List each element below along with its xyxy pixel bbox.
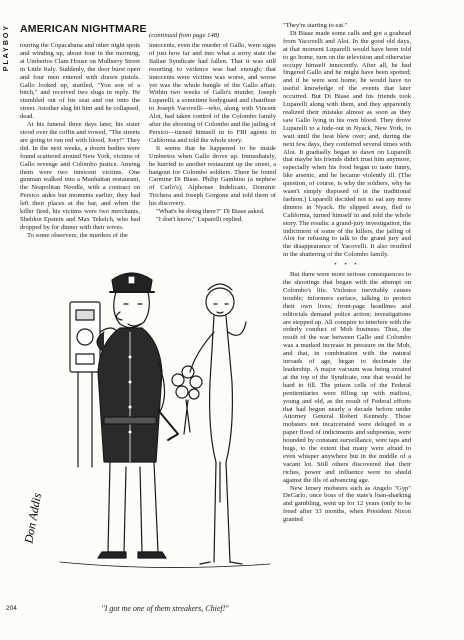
paragraph: At his funeral three days later, his sister stood over the coffin and vowed, "The streets are going to run red with blood, Joey!" They did. In the next weeks, a dozen bodies were found scattered around New York, victims of Gallo revenge and Colombo justice. Among them were two innocent victims. One gunman walked into a Manhattan restaurant, the Neapolitan Noodle, with a contract on Persico aides but moments earlier, they had left their places at the bar, and when the killer fired, his victims were two merchants, Sheldon Epstein and Max Tekelch, who had dropped by for dinner with their wives. [20, 121, 140, 231]
section-separator: • • • [334, 261, 360, 269]
text-column-2 [149, 42, 276, 257]
paragraph: "I don't know," Luparelli replied. [156, 215, 244, 223]
paragraph: New Jersey mobsters such as Angelo "Gyp" DeCarlo, once boss of the state's loan-sharking and gambling, went up for 12 years (only to be freed after 33 months, when President Nixon granted [283, 484, 411, 524]
paragraph: It seems that he happened to be inside Umbertos when Gallo drove up. Immediately, he hurried to another restaurant up the street, a hangout for Colombo soldiers. There he found Carmine Di Biase. Philip Gambino (a nephew of Carlo's), Alphonse Indelicato, Dominic Trichera and Joseph Gorgone and told them of his discovery. [149, 144, 276, 208]
paragraph: Di Biase made some calls and got a goahead from Yacovelli and Aloi. In the good old days, at that moment Luparelli would have been told to go home, turn on the television and otherwise occupy himself innocently. After all, he had fingered Gallo and he might have been spotted; and if he were sent home, he would have no useful knowledge of the events that later occurred. But Di Biase and his friends took Luparelli along with them, and they apparently realized their mistake almost as soon as they saw Gallo lying in his own blood. They drove Luparelli to a hide-out in Nyack, New York, to wait until the heat blew over; and, during the next few days, they conferred several times with Aloi. It gradually began to dawn on Luparelli that maybe his friends didn't trust him anymore, especially when his food began to taste funny, like arsenic, and he became violently ill. (The question, of course, is why the soldiers, why he wasn't simply disposed of in the traditional fashion.) Luparelli decided not to eat any more dinners in Nyack. He slipped away, fled to California, turned himself in and told the whole story. The results: a grand-jury investigation, the indictment of some of the killers, the jailing of Aloi for refusing to talk to the grand jury and the disappearance of Yacovelli. It also resulted in the shattering of the Colombo family. [283, 29, 411, 259]
cartoon-caption: "I got me one of them streakers, Chief!" [101, 604, 229, 613]
article-title: AMERICAN NIGHTMARE [20, 23, 147, 35]
page-number: 204 [6, 605, 17, 612]
cartoon-illustration [20, 262, 282, 597]
text-column-3 [283, 22, 411, 634]
streaker-figure [190, 284, 246, 564]
paragraph: But there were more serious consequences to the shootings that began with the attempt on Colombo's life. Violence inevitably causes trouble; informers surface, talking to protect their own lives; front-page headlines and editorials demand police action; investigations are stepped up. All conspire to interfere with the orderly conduct of Mob business. Thus, the result of the war between Gallo and Colombo was a marked increase in pressure on the Mob, and that, in combination with the natural inroads of age, began to decimate the leadership. A major vacuum was being created at the top of the Syndicate, one that would be hard to fill. The prison cells of the Federal penitentiaries were filling up with mafiosi, young and old, as the result of Federal efforts that had begun nearly a decade before under Attorney General Robert Kennedy. Those mobsters not incarcerated were deluged in a paper flood of indictments and subpoenas, were hounded by constant surveillance, wire taps and bugs, to the extent that many were afraid to even whisper anywhere but in the middle of a vacant lot. Still others discovered that their riches, power and influence were no shield against the ills of advancing age. [283, 271, 411, 484]
magazine-name: PLAYBOY [3, 24, 10, 72]
flower-bouquet-icon [172, 366, 202, 434]
paragraph: To some observers, the murders of the [27, 231, 128, 239]
paragraph: "They're starting to eat." [283, 22, 348, 29]
continued-note: (continued from page 148) [149, 32, 220, 39]
paragraph: innocents, even the murder of Gallo, were signs of just how far and into what a sorry state the Italian Syndicate had fallen. That it was still resorting to violence was bad enough; that innocents were victims was worse, and worse yet was the whole bungle of the Gallo affair. Within two weeks of Gallo's murder, Joseph Luparelli, a sometime bodyguard and chauffeur to Joseph Yacovelli—who, along with Vincent Aloi, had taken control of the Colombo family after the shooting of Colombo and the jailing of Persico—turned himself in to FBI agents in California and told the whole story. [149, 42, 276, 144]
text-column-1 [20, 42, 140, 257]
paragraph: "What's he doing there?" Di Biase asked. [156, 208, 265, 216]
paragraph: touring the Copacabana and other night spots and winding up, about four in the morning, at Umbertos Clam House on Mulberry Street in Little Italy. Suddenly, the door burst open and four men entered with drawn pistols. Gallo looked up, startled, "You son of a bitch," and received two slugs in reply. He stumbled out of his seat and out onto the street. Another slug hit him and he collapsed, dead. [20, 42, 140, 121]
policeman-figure [97, 273, 178, 558]
artist-signature: Don Addis [21, 491, 45, 545]
